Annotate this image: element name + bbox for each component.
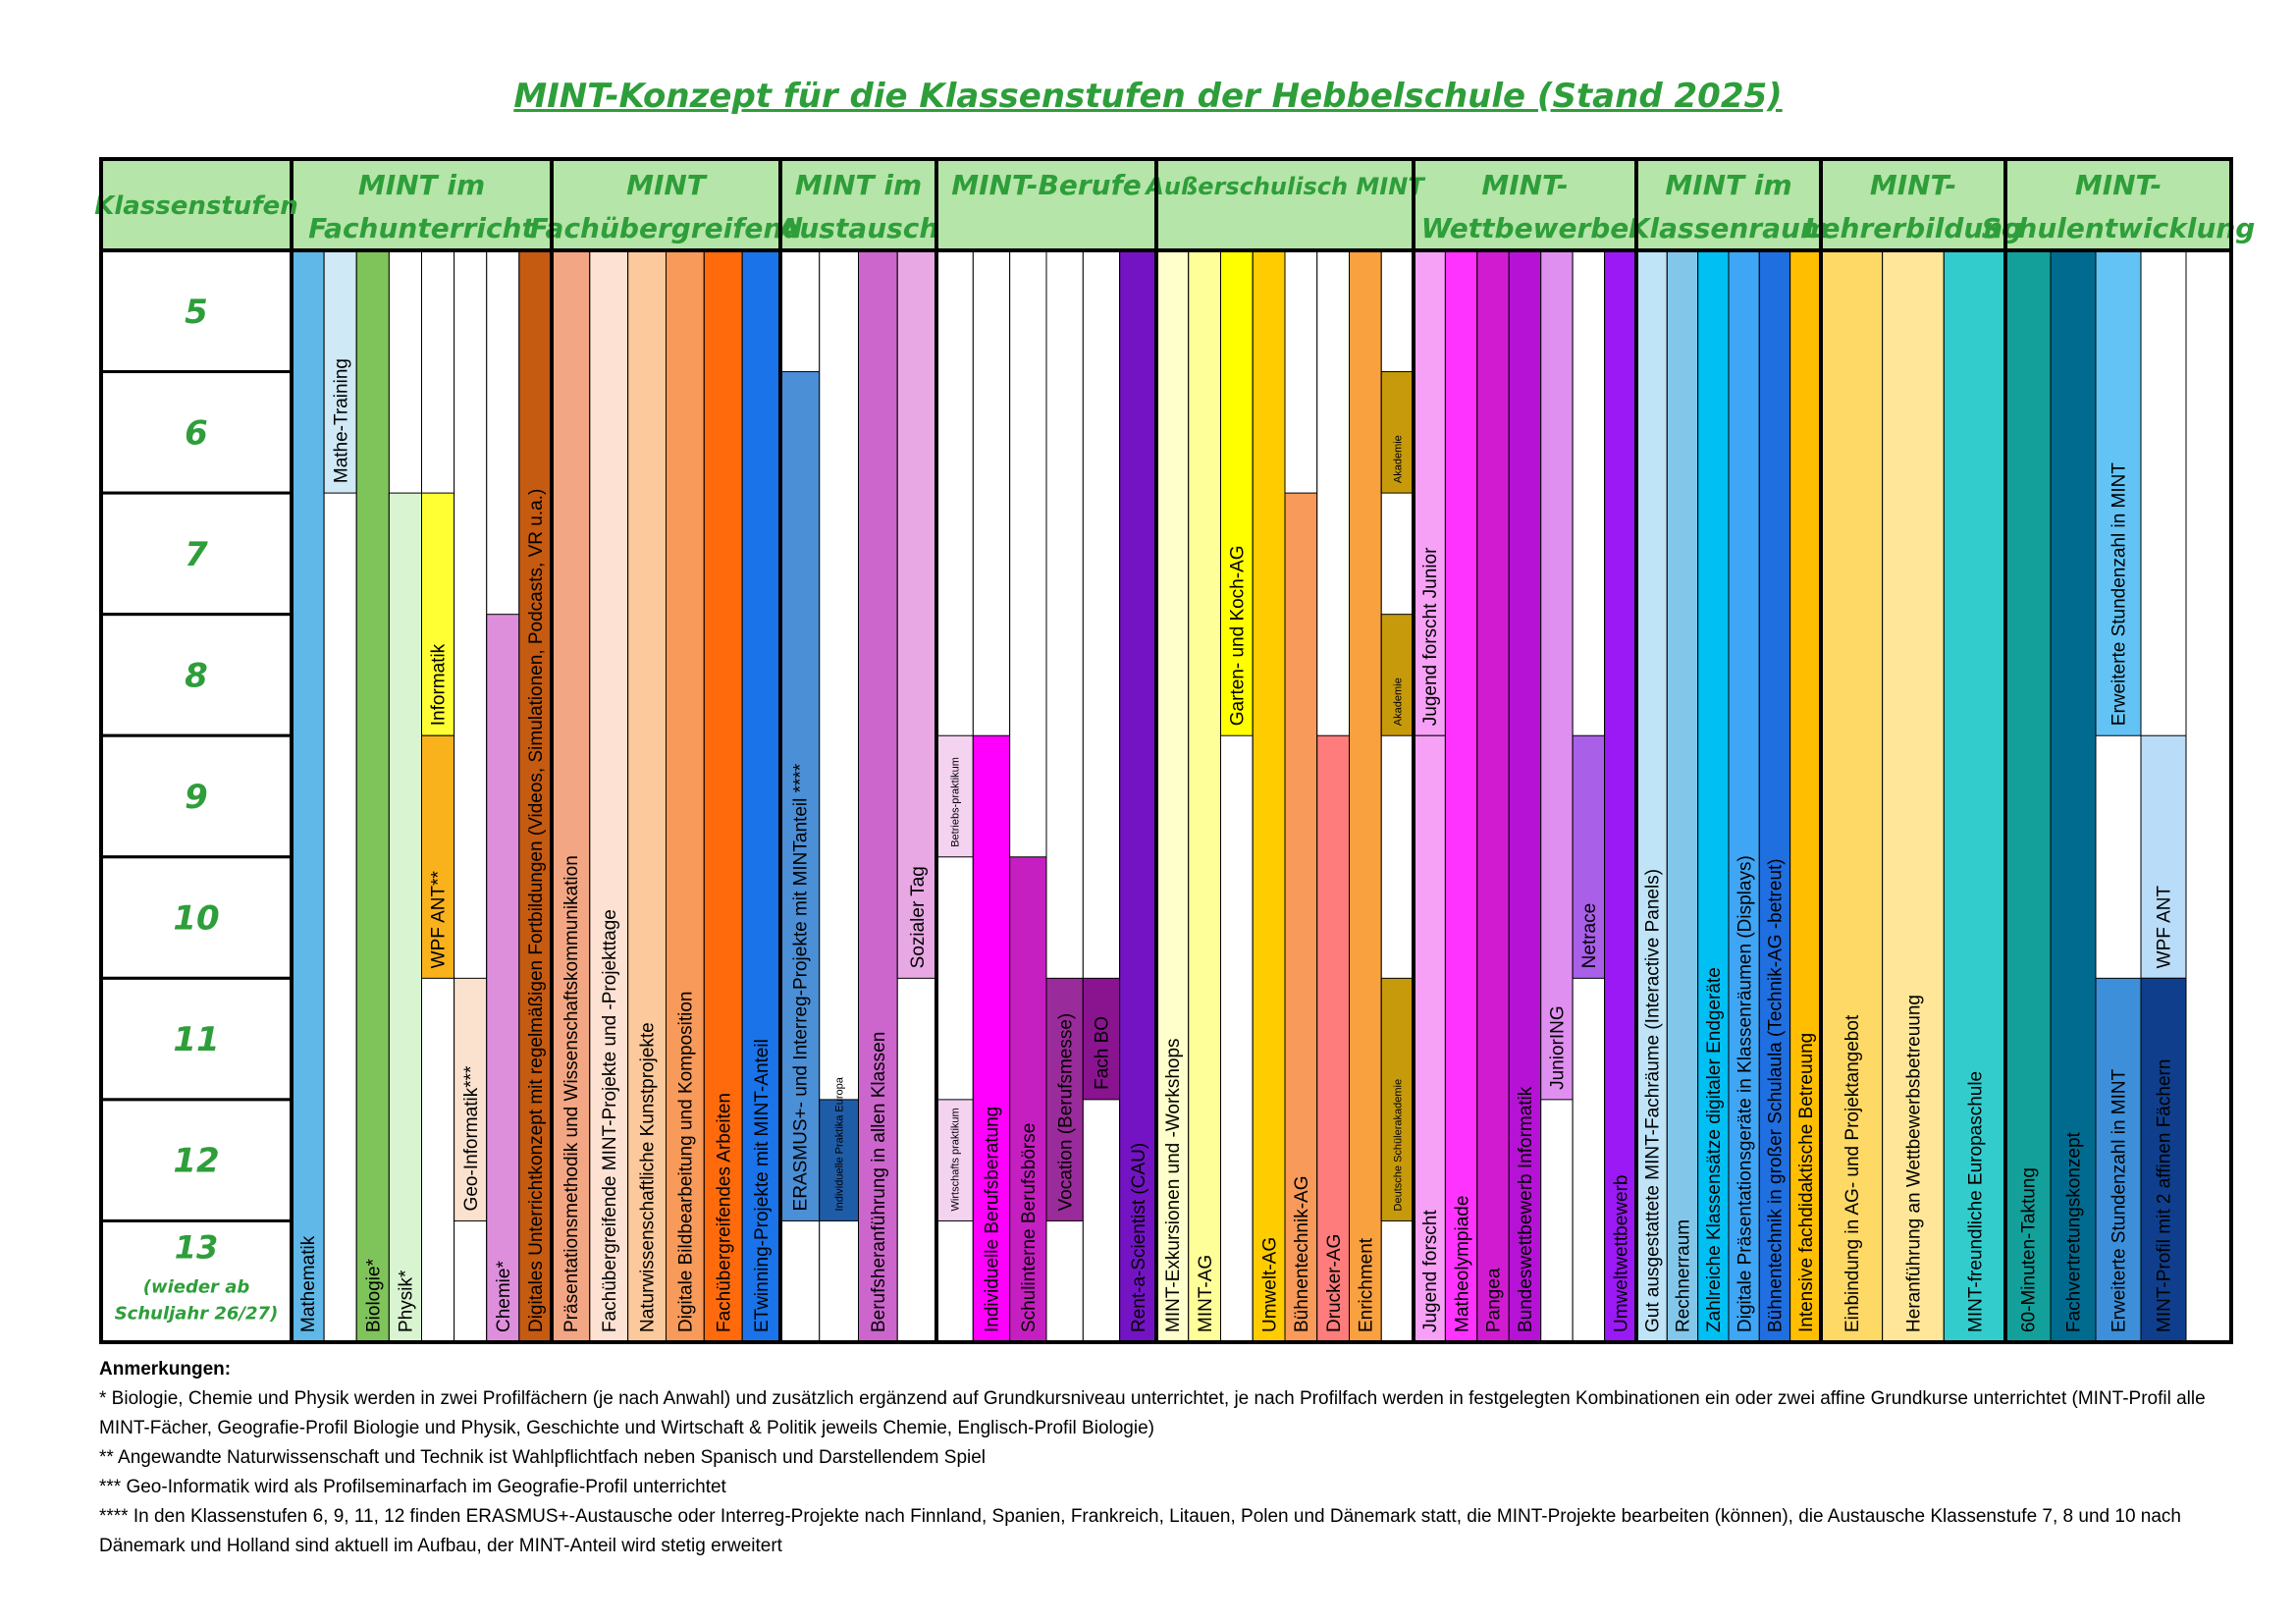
- group-header: MINT-Berufe: [951, 169, 1142, 201]
- bar-label: Individuelle Berufsberatung: [982, 1106, 1003, 1332]
- bar-label: MINT-AG: [1195, 1254, 1216, 1332]
- bar-label: MINT-Profil mit 2 affinen Fächern: [2154, 1058, 2175, 1332]
- bar: [389, 493, 421, 1342]
- bar-label: Fachvertretungskonzept: [2063, 1132, 2085, 1332]
- level-label-13: 13: [174, 1228, 219, 1267]
- bar-label: ERASMUS+- und Interreg-Projekte mit MINTanteil ****: [790, 763, 812, 1212]
- level-13-note-line1: (wieder ab: [142, 1276, 250, 1298]
- bar-label: ETwinning-Projekte mit MINT-Anteil: [752, 1039, 774, 1332]
- note-3: *** Geo-Informatik wird als Profilseminarfach im Geografie-Profil unterrichtet: [99, 1477, 726, 1497]
- notes-heading: Anmerkungen:: [99, 1359, 232, 1380]
- group-header-line2: Fachübergreifend: [529, 212, 803, 244]
- klassenstufen-header: Klassenstufen: [94, 191, 298, 221]
- group-header-line2: Schulentwicklung: [1981, 212, 2256, 244]
- group-header: Außerschulisch MINT: [1146, 173, 1424, 200]
- bar: [1350, 250, 1382, 1342]
- note-2: ** Angewandte Naturwissenschaft und Technik ist Wahlpflichtfach neben Spanisch und Darstellendem Spiel: [99, 1447, 987, 1468]
- bar-label: Rent-a-Scientist (CAU): [1128, 1142, 1149, 1332]
- bar-label: Fachübergreifendes Arbeiten: [714, 1093, 735, 1332]
- bar-label: Jugend forscht Junior: [1419, 547, 1441, 727]
- bar-label: Individuelle Praktika Europa: [833, 1077, 846, 1212]
- bar-label: Betriebs-praktikum: [949, 757, 962, 847]
- column-cell: [1083, 250, 1119, 1342]
- group-header-line1: MINT: [626, 169, 706, 201]
- group-header-line2: Wettbewerbe: [1420, 212, 1629, 244]
- bar-label: Berufsheranführung in allen Klassen: [869, 1031, 890, 1332]
- bar-label: Naturwissenschaftliche Kunstprojekte: [637, 1022, 659, 1332]
- bar-label: Erweiterte Stundenzahl in MINT: [2109, 1068, 2130, 1332]
- bar-label: Fach BO: [1092, 1015, 1113, 1090]
- page-title: MINT-Konzept für die Klassenstufen der Hebbelschule (Stand 2025): [513, 77, 1783, 116]
- bar-label: Biologie*: [363, 1259, 385, 1332]
- level-label: 6: [185, 413, 208, 454]
- bar-label: Chemie*: [493, 1261, 514, 1332]
- bar-label: Schulinterne Berufsbörse: [1018, 1122, 1040, 1332]
- bar: [292, 250, 324, 1342]
- bar-label: Intensive fachdidaktische Betreuung: [1795, 1032, 1817, 1332]
- level-13-note-line2: Schuljahr 26/27): [114, 1303, 279, 1325]
- bar: [1667, 250, 1697, 1342]
- bar-label: Matheolympiade: [1452, 1195, 1473, 1332]
- note-1: * Biologie, Chemie und Physik werden in zwei Profilfächern (je nach Anwahl) und zusätzlich ergänzend auf Grundkursniveau unterrichtet, je nach Profilfach werden in festgelegten Kombinationen ein oder zwei affine Grundkurse unterrichtet (MINT-Profil alle MINT-Fächer, Geografie-Profil Biologie und Physik, Geschichte und Wirtschaft & Politik jeweils Chemie, Englisch-Profil Biologie): [99, 1388, 2206, 1438]
- level-label: 8: [185, 656, 208, 696]
- bar: [1445, 250, 1476, 1342]
- group-header-line2: Fachunterricht: [308, 212, 535, 244]
- bar-label: Deutsche Schülerakademie: [1392, 1078, 1405, 1212]
- notes-section: [99, 1355, 2239, 1561]
- bar-label: Enrichment: [1356, 1237, 1377, 1332]
- bar-label: Netrace: [1579, 902, 1601, 969]
- bar-label: MINT-Exkursionen und -Workshops: [1163, 1038, 1185, 1332]
- bar-label: Pangea: [1483, 1268, 1505, 1332]
- bar-label: Drucker-AG: [1323, 1233, 1345, 1332]
- bar-label: Akademie: [1392, 677, 1405, 727]
- bar-label: Bühnentechnik in großer Schulaula (Technik-AG -betreut): [1765, 858, 1787, 1332]
- level-label: 9: [185, 778, 208, 817]
- level-label: 11: [173, 1020, 220, 1060]
- bar-label: Mathematik: [298, 1235, 320, 1332]
- bar-label: Erweiterte Stundenzahl in MINT: [2109, 461, 2130, 727]
- bar: [1253, 250, 1285, 1342]
- group-header-line2: Austausch: [777, 212, 939, 244]
- bar-label: WPF ANT**: [428, 871, 450, 969]
- group-header-line2: Klassenraum: [1628, 212, 1830, 244]
- bar: [356, 250, 389, 1342]
- bar-label: Heranführung an Wettbewerbsbetreuung: [1903, 995, 1925, 1332]
- bar-label: Präsentationsmethodik und Wissenschaftskommunikation: [561, 855, 583, 1332]
- note-4: **** In den Klassenstufen 6, 9, 11, 12 finden ERASMUS+-Austausche oder Interreg-Projekte nach Finnland, Spanien, Frankreich, Litauen, Polen und Dänemark statt, die MINT-Projekte bearbeiten (können), die Austausche Klassenstufe 7, 8 und 10 nach Dänemark und Holland sind aktuell im Aufbau, der MINT-Anteil wird stetig erweitert: [99, 1506, 2181, 1556]
- bar-label: Umweltwettbewerb: [1611, 1174, 1632, 1332]
- group-header-line1: MINT-: [1869, 169, 1957, 201]
- bar-label: MINT-freundliche Europaschule: [1965, 1070, 1987, 1332]
- bar-label: Digitale Präsentationsgeräte in Klassenräumen (Displays): [1735, 855, 1756, 1332]
- group-header-line1: MINT im: [357, 169, 486, 201]
- bar-label: Mathe-Training: [331, 358, 352, 484]
- bar-label: 60-Minuten-Taktung: [2018, 1167, 2040, 1332]
- bar-label: Bundeswettbewerb Informatik: [1516, 1086, 1537, 1332]
- bar: [1541, 250, 1573, 1100]
- level-label: 5: [185, 292, 208, 332]
- level-label: 12: [173, 1141, 220, 1181]
- bar-label: Physik*: [396, 1270, 417, 1332]
- bar-label: Informatik: [428, 643, 450, 727]
- group-header-line1: MINT-: [1481, 169, 1569, 201]
- level-label: 10: [173, 898, 220, 939]
- bar-label: Digitales Unterrichtkonzept mit regelmäßigen Fortbildungen (Videos, Simulationen, Podcasts, VR u.a.): [526, 488, 548, 1332]
- bar-label: Vocation (Berufsmesse): [1055, 1012, 1077, 1212]
- bar-label: Digitale Bildbearbeitung und Komposition: [675, 991, 697, 1332]
- bar-label: Umwelt-AG: [1259, 1236, 1281, 1332]
- bar-label: Wirtschafts praktikum: [949, 1108, 962, 1212]
- bar-label: Gut ausgestattete MINT-Fachräume (Interactive Panels): [1642, 868, 1664, 1332]
- level-label: 7: [185, 534, 208, 574]
- bar-label: WPF ANT: [2154, 885, 2175, 969]
- bar-label: Rechnerraum: [1673, 1218, 1694, 1332]
- bar-label: Akademie: [1392, 435, 1405, 484]
- bar: [1477, 250, 1509, 1342]
- bar-label: JuniorING: [1547, 1005, 1569, 1090]
- bar-label: Jugend forscht: [1419, 1210, 1441, 1332]
- bar-label: Bühnentechnik-AG: [1292, 1175, 1313, 1332]
- group-header-line1: MINT im: [794, 169, 923, 201]
- bar-label: Garten- und Koch-AG: [1227, 545, 1249, 727]
- group-header-line1: MINT im: [1665, 169, 1792, 201]
- column-cell: [2186, 250, 2231, 1342]
- bar-label: Fachübergreifende MINT-Projekte und -Projekttage: [599, 909, 620, 1332]
- group-header-line1: MINT-: [2074, 169, 2163, 201]
- bar-label: Einbindung in AG- und Projektangebot: [1842, 1014, 1863, 1332]
- bar-label: Sozialer Tag: [907, 866, 929, 969]
- bar: [487, 615, 519, 1342]
- bar-label: Zahlreiche Klassensätze digitaler Endgeräte: [1703, 967, 1725, 1332]
- bar-label: Geo-Informatik***: [460, 1065, 482, 1212]
- bar: [1189, 250, 1221, 1342]
- group-header-line2: Lehrerbildung: [1803, 212, 2023, 244]
